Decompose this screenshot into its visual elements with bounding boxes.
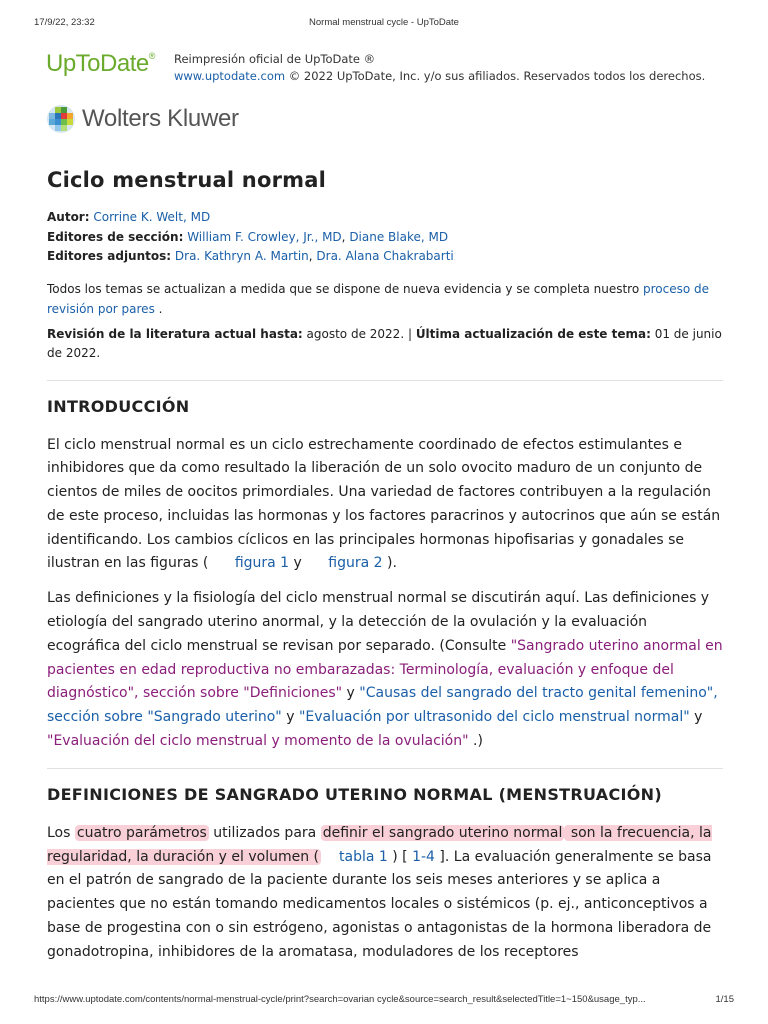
definitions-heading: DEFINICIONES DE SANGRADO UTERINO NORMAL (MENSTRUACIÓN) (47, 784, 662, 804)
wolters-kluwer-logo[interactable] (46, 104, 239, 134)
site-link[interactable]: www.uptodate.com (174, 69, 286, 83)
peer-review-link[interactable]: proceso de revisión por pares (47, 281, 710, 316)
introduction-heading: INTRODUCCIÓN (47, 396, 190, 416)
abnormal-bleeding-link[interactable]: "Sangrado uterino anormal en pacientes en edad reproductiva no embarazadas: Terminología, evaluación y enfoque del diagnóstico", sección sobre "Definiciones" (47, 637, 723, 702)
author-link[interactable]: Corrine K. Welt, MD (93, 210, 211, 224)
intro-p2-text: Las definiciones y la fisiología del ciclo menstrual normal se discutirán aquí. Las definiciones y etiología del sangrado uterino anormal, y la detección de la ovulación y la evaluación ecográfica del ciclo menstrual se revisan por separado. (Consulte (47, 590, 710, 654)
highlight-frequency-regularity: son la frecuencia, la regularidad, la duración y el volumen ( (47, 824, 712, 865)
divider (47, 768, 723, 769)
intro-p2-and-1: y (342, 685, 360, 702)
wolters-kluwer-mark-icon (46, 104, 76, 134)
figure-2-link[interactable]: figura 2 (328, 555, 383, 572)
deputy-editors-row (47, 247, 723, 267)
intro-p2-and-2: y (281, 709, 299, 726)
introduction-paragraph-2 (47, 587, 723, 754)
reprint-notice (174, 51, 705, 85)
registered-mark: ® (148, 51, 155, 61)
article-meta (47, 208, 723, 267)
intro-p1-text: El ciclo menstrual normal es un ciclo estrechamente coordinado de efectos estimulantes e inhibidores que da como resultado la liberación de un solo ovocito maduro de un conjunto de cientos de miles de oocitos primordiales. Una variedad de factores contribuyen a la regulación de este proceso, incluidas las hormonas y los factores paracrinos y autocrinos que aún se están identificando. Los cambios cíclicos en las principales hormonas hipofisarias y gonadales se ilustran en las figuras ( (47, 436, 721, 572)
section-editor-link-2[interactable]: Diane Blake, MD (349, 229, 449, 244)
last-update-label: Última actualización de este tema: (415, 326, 651, 341)
highlight-define-normal-bleeding: definir el sangrado uterino normal (322, 824, 563, 841)
bracket-open: ) [ (387, 848, 413, 865)
copyright-text: © 2022 UpToDate, Inc. y/o sus afiliados. Reservados todos los derechos. (285, 69, 706, 83)
figure-1-link[interactable]: figura 1 (234, 555, 290, 572)
last-update-value: 01 de junio de 2022. (47, 326, 722, 360)
uptodate-logo[interactable] (46, 50, 155, 78)
update-note-end: . (154, 301, 163, 316)
reprint-line: Reimpresión oficial de UpToDate ® (174, 52, 376, 66)
article-content (47, 168, 723, 965)
section-editor-link-1[interactable]: William F. Crowley, Jr., MD (187, 229, 342, 244)
article-title: Ciclo menstrual normal (47, 168, 326, 192)
deputy-editor-link-2[interactable]: Dra. Alana Chakrabarti (316, 249, 454, 263)
page-number: 1/15 (715, 994, 734, 1005)
uptodate-logo-text: UpToDate (46, 50, 149, 77)
author-label: Autor: (47, 210, 90, 224)
author-row (47, 208, 723, 228)
update-note-text: Todos los temas se actualizan a medida que se dispone de nueva evidencia y se completa nuestro (47, 281, 643, 296)
definitions-start: Los (47, 824, 75, 841)
ovulation-timing-link[interactable]: "Evaluación del ciclo menstrual y momento de la ovulación" (47, 733, 469, 750)
divider (47, 380, 723, 381)
definitions-mid: utilizados para (208, 824, 321, 841)
intro-p1-end: ). (382, 555, 397, 572)
reference-1-4-link[interactable]: 1-4 (412, 848, 435, 865)
section-editor-separator: , (341, 229, 350, 244)
section-editors-row (47, 228, 723, 248)
update-note (47, 279, 723, 319)
ultrasound-evaluation-link[interactable]: "Evaluación por ultrasonido del ciclo menstrual normal" (298, 709, 690, 726)
wolters-kluwer-text: Wolters Kluwer (82, 105, 239, 132)
bleeding-causes-link[interactable]: "Causas del sangrado del tracto genital femenino", sección sobre "Sangrado uterino" (47, 685, 718, 726)
table-1-link[interactable]: tabla 1 (339, 848, 388, 865)
review-dates (47, 325, 723, 364)
deputy-editor-link-1[interactable]: Dra. Kathryn A. Martin (174, 249, 309, 263)
print-url: https://www.uptodate.com/contents/normal-menstrual-cycle/print?search=ovarian cycle&source=search_result&selectedTitle=1~150&usage_typ... (34, 994, 646, 1005)
literature-review-label: Revisión de la literatura actual hasta: (47, 326, 303, 341)
definitions-paragraph (47, 822, 723, 965)
deputy-editor-separator: , (308, 249, 317, 263)
print-title: Normal menstrual cycle - UpToDate (309, 17, 459, 28)
highlight-four-parameters: cuatro parámetros (76, 824, 207, 841)
introduction-paragraph-1 (47, 434, 723, 577)
definitions-rest: ]. La evaluación generalmente se basa en el patrón de sangrado de la paciente durante los seis meses anteriores y se aplica a pacientes que no están tomando medicamentos locales o sistémicos (p. ej., anticonceptivos a base de progestina con o sin estrógeno, agonistas o antagonistas de la hormona liberadora de gonadotropina, inhibidores de la aromatasa, moduladores de los receptores (47, 848, 712, 960)
deputy-editors-label: Editores adjuntos: (47, 249, 172, 263)
figure-conjunction: y (289, 555, 307, 572)
intro-p2-end: .) (468, 733, 483, 750)
literature-review-value: agosto de 2022. | (302, 326, 416, 341)
print-date: 17/9/22, 23:32 (34, 17, 95, 28)
section-editors-label: Editores de sección: (47, 229, 184, 244)
intro-p2-and-3: y (689, 709, 703, 726)
copyright-line (174, 68, 705, 85)
